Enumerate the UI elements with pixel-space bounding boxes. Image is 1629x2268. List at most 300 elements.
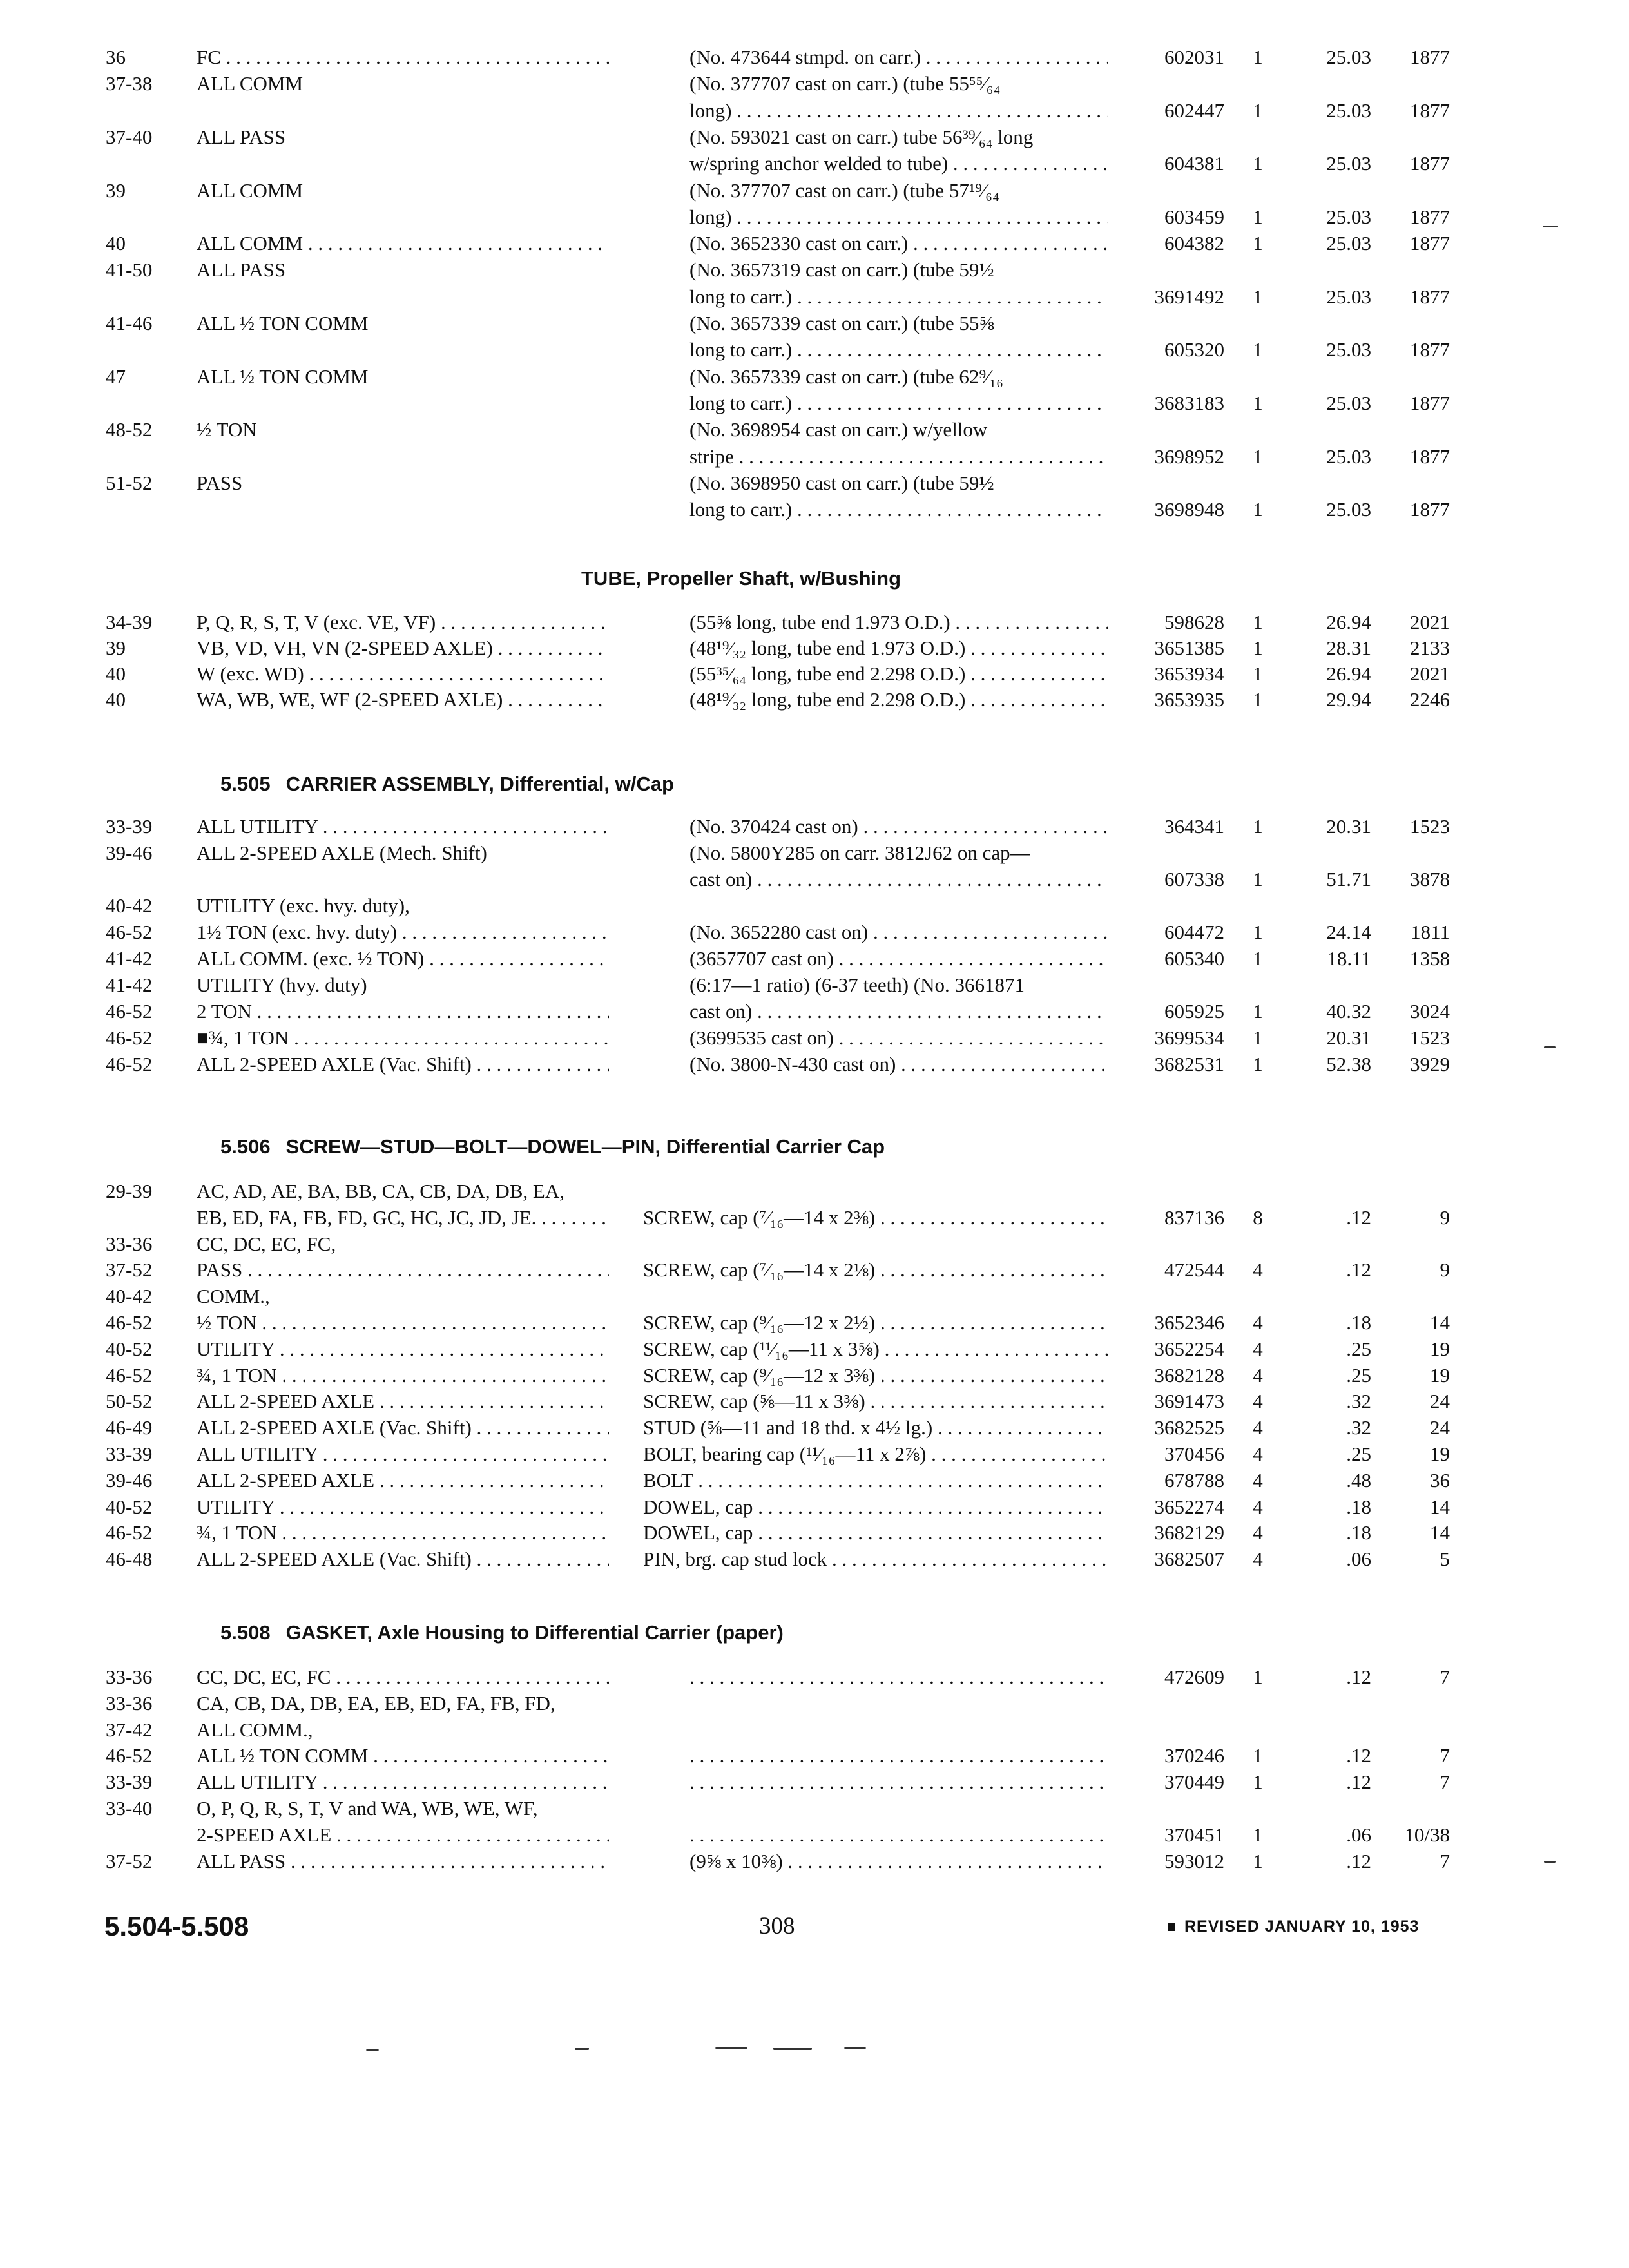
cell-part: 605320	[1164, 338, 1224, 361]
cell-code: 1877	[1410, 285, 1450, 308]
parts-row	[0, 1494, 1629, 1521]
cell-desc: BOLT . . .	[643, 1467, 1108, 1494]
cell-yr: 46-52	[106, 1000, 153, 1023]
cell-part: 605340	[1164, 947, 1224, 970]
scan-smudge	[1543, 226, 1558, 227]
parts-row	[0, 1690, 1629, 1717]
cell-list: .12	[1346, 1744, 1371, 1767]
cell-yr: 39-46	[106, 841, 153, 864]
cell-mod: ALL COMM	[197, 72, 304, 95]
parts-row	[0, 230, 1629, 257]
cell-part: 3682128	[1154, 1364, 1224, 1387]
cell-mod: ALL UTILITY . . .	[197, 1769, 609, 1796]
cell-qty: 4	[1253, 1548, 1263, 1570]
cell-desc: BOLT, bearing cap (¹¹⁄₁₆—11 x 2⅞) . . .	[643, 1441, 1108, 1468]
parts-row	[0, 204, 1629, 231]
section-number: 5.506	[220, 1135, 271, 1158]
cell-desc: PIN, brg. cap stud lock . . .	[643, 1546, 1108, 1573]
cell-desc: SCREW, cap (⁹⁄₁₆—12 x 2½) . . .	[643, 1309, 1108, 1336]
parts-row	[0, 97, 1629, 124]
cell-list: .25	[1346, 1443, 1371, 1465]
cell-desc: (No. 3652280 cast on) . . .	[689, 919, 1108, 946]
cell-list: 51.71	[1326, 868, 1371, 890]
cell-list: 25.03	[1326, 232, 1371, 255]
cell-list: 25.03	[1326, 99, 1371, 122]
cell-yr: 40-42	[106, 894, 153, 917]
cell-part: 364341	[1164, 815, 1224, 838]
cell-desc: cast on) . . .	[689, 866, 1108, 893]
cell-part: 3691473	[1154, 1390, 1224, 1412]
cell-list: 20.31	[1326, 1026, 1371, 1049]
parts-row	[0, 363, 1629, 390]
parts-row	[0, 1742, 1629, 1769]
cell-desc: (No. 3698950 cast on carr.) (tube 59½	[689, 472, 994, 494]
cell-yr: 46-52	[106, 1026, 153, 1049]
cell-mod: PASS . . .	[197, 1256, 609, 1283]
footer-section-range: 5.504-5.508	[104, 1911, 249, 1941]
cell-list: .06	[1346, 1548, 1371, 1570]
cell-yr: 46-52	[106, 1053, 153, 1075]
cell-code: 24	[1430, 1416, 1450, 1439]
cell-yr: 39	[106, 637, 126, 659]
cell-desc: (6:17—1 ratio) (6-37 teeth) (No. 3661871	[689, 974, 1025, 996]
cell-code: 14	[1430, 1521, 1450, 1544]
cell-desc: long) . . .	[689, 204, 1108, 231]
cell-desc: DOWEL, cap . . .	[643, 1494, 1108, 1521]
cell-qty: 4	[1253, 1416, 1263, 1439]
cell-code: 1877	[1410, 392, 1450, 414]
cell-yr: 40-52	[106, 1495, 153, 1518]
cell-qty: 1	[1253, 445, 1263, 468]
cell-mod: ALL ½ TON COMM . . .	[197, 1742, 609, 1769]
cell-list: .12	[1346, 1206, 1371, 1229]
cell-code: 1877	[1410, 99, 1450, 122]
cell-mod: CC, DC, EC, FC . . .	[197, 1664, 609, 1691]
cell-mod: ALL 2-SPEED AXLE . . .	[197, 1467, 609, 1494]
parts-row	[0, 1716, 1629, 1744]
cell-qty: 1	[1253, 285, 1263, 308]
cell-qty: 1	[1253, 868, 1263, 890]
cell-yr: 39	[106, 179, 126, 202]
cell-code: 9	[1440, 1258, 1450, 1281]
parts-row	[0, 635, 1629, 662]
cell-yr: 46-49	[106, 1416, 153, 1439]
cell-yr: 37-52	[106, 1258, 153, 1281]
cell-list: 25.03	[1326, 206, 1371, 228]
parts-row	[0, 1388, 1629, 1415]
cell-desc: long to carr.) . . .	[689, 284, 1108, 311]
cell-mod: ALL 2-SPEED AXLE . . .	[197, 1388, 609, 1415]
cell-yr: 37-40	[106, 126, 153, 148]
cell-desc: (No. 377707 cast on carr.) (tube 55⁵⁵⁄₆₄	[689, 72, 1001, 95]
cell-desc: (3657707 cast on) . . .	[689, 945, 1108, 972]
cell-qty: 1	[1253, 947, 1263, 970]
cell-desc: (No. 377707 cast on carr.) (tube 57¹⁹⁄₆₄	[689, 179, 999, 202]
cell-mod: 1½ TON (exc. hvy. duty) . . .	[197, 919, 609, 946]
cell-yr: 37-42	[106, 1718, 153, 1741]
cell-part: 598628	[1164, 611, 1224, 633]
cell-list: 40.32	[1326, 1000, 1371, 1023]
cell-list: .12	[1346, 1771, 1371, 1793]
cell-qty: 1	[1253, 206, 1263, 228]
parts-row	[0, 686, 1629, 713]
cell-part: 370451	[1164, 1823, 1224, 1846]
cell-qty: 4	[1253, 1311, 1263, 1334]
parts-row	[0, 1546, 1629, 1573]
cell-yr: 47	[106, 365, 126, 388]
cell-mod: ALL UTILITY . . .	[197, 1441, 609, 1468]
parts-row	[0, 1309, 1629, 1336]
cell-desc: (No. 3652330 cast on carr.) . . .	[689, 230, 1108, 257]
cell-part: 837136	[1164, 1206, 1224, 1229]
cell-yr: 40	[106, 662, 126, 685]
cell-code: 1523	[1410, 815, 1450, 838]
page-footer	[0, 1910, 1629, 1943]
cell-part: 3651385	[1154, 637, 1224, 659]
parts-row	[0, 1204, 1629, 1231]
cell-qty: 1	[1253, 815, 1263, 838]
cell-qty: 1	[1253, 1666, 1263, 1688]
cell-yr: 40-52	[106, 1338, 153, 1360]
cell-part: 3682507	[1154, 1548, 1224, 1570]
cell-list: 25.03	[1326, 392, 1371, 414]
cell-desc: w/spring anchor welded to tube) . . .	[689, 150, 1108, 177]
cell-code: 1877	[1410, 338, 1450, 361]
cell-part: 607338	[1164, 868, 1224, 890]
cell-list: .18	[1346, 1311, 1371, 1334]
parts-row	[0, 443, 1629, 470]
cell-list: 25.03	[1326, 46, 1371, 68]
parts-row	[0, 1178, 1629, 1205]
cell-list: 18.11	[1327, 947, 1371, 970]
scan-smudge	[715, 2047, 747, 2049]
cell-code: 14	[1430, 1495, 1450, 1518]
cell-qty: 4	[1253, 1495, 1263, 1518]
parts-row	[0, 892, 1629, 919]
cell-desc: STUD (⅝—11 and 18 thd. x 4½ lg.) . . .	[643, 1414, 1108, 1441]
cell-desc: cast on) . . .	[689, 998, 1108, 1025]
cell-mod: FC . . .	[197, 44, 609, 71]
cell-code: 1877	[1410, 206, 1450, 228]
cell-desc: long) . . .	[689, 97, 1108, 124]
footer-page-number: 308	[759, 1913, 795, 1939]
parts-row	[0, 1336, 1629, 1363]
cell-mod: ALL 2-SPEED AXLE (Vac. Shift) . . .	[197, 1546, 609, 1573]
parts-row	[0, 998, 1629, 1025]
cell-qty: 4	[1253, 1338, 1263, 1360]
cell-mod: ALL ½ TON COMM	[197, 312, 369, 334]
cell-list: .32	[1346, 1416, 1371, 1439]
cell-qty: 1	[1253, 662, 1263, 685]
cell-qty: 1	[1253, 1000, 1263, 1023]
cell-desc: (No. 593021 cast on carr.) tube 56³⁹⁄₆₄ long	[689, 126, 1034, 148]
cell-mod: ALL PASS	[197, 258, 286, 281]
section-title: SCREW—STUD—BOLT—DOWEL—PIN, Differential Carrier Cap	[285, 1135, 885, 1158]
cell-mod: COMM.,	[197, 1285, 270, 1307]
parts-row	[0, 284, 1629, 311]
cell-qty: 1	[1253, 46, 1263, 68]
parts-row	[0, 150, 1629, 177]
parts-row	[0, 945, 1629, 972]
cell-mod: ALL 2-SPEED AXLE (Vac. Shift) . . .	[197, 1051, 609, 1078]
cell-list: .12	[1346, 1850, 1371, 1872]
cell-list: 29.94	[1326, 688, 1371, 711]
cell-desc: SCREW, cap (⁷⁄₁₆—14 x 2⅛) . . .	[643, 1256, 1108, 1283]
cell-code: 1877	[1410, 232, 1450, 255]
cell-mod: VB, VD, VH, VN (2-SPEED AXLE) . . .	[197, 635, 609, 662]
cell-mod: PASS	[197, 472, 243, 494]
cell-mod: ¾, 1 TON . . .	[197, 1362, 609, 1389]
parts-row	[0, 1414, 1629, 1441]
cell-mod: ALL PASS	[197, 126, 286, 148]
section-number: 5.508	[220, 1621, 271, 1644]
cell-mod: UTILITY (hvy. duty)	[197, 974, 367, 996]
cell-desc: (No. 3657339 cast on carr.) (tube 55⅝	[689, 312, 994, 334]
cell-list: .25	[1346, 1364, 1371, 1387]
cell-yr: 33-39	[106, 1771, 153, 1793]
cell-code: 2246	[1410, 688, 1450, 711]
cell-part: 3698952	[1154, 445, 1224, 468]
cell-desc: (48¹⁹⁄₃₂ long, tube end 2.298 O.D.) . . .	[689, 686, 1108, 713]
cell-desc: (No. 473644 stmpd. on carr.) . . .	[689, 44, 1108, 71]
cell-desc: (No. 3800-N-430 cast on) . . .	[689, 1051, 1108, 1078]
cell-desc: (No. 5800Y285 on carr. 3812J62 on cap—	[689, 841, 1030, 864]
cell-yr: 41-46	[106, 312, 153, 334]
cell-code: 1358	[1410, 947, 1450, 970]
cell-mod: ALL ½ TON COMM	[197, 365, 369, 388]
cell-qty: 4	[1253, 1521, 1263, 1544]
cell-list: .12	[1346, 1666, 1371, 1688]
cell-mod: EB, ED, FA, FB, FD, GC, HC, JC, JD, JE. . . .	[197, 1204, 609, 1231]
cell-part: 472609	[1164, 1666, 1224, 1688]
cell-mod: W (exc. WD) . . .	[197, 660, 609, 687]
cell-code: 3929	[1410, 1053, 1450, 1075]
parts-row	[0, 336, 1629, 363]
cell-yr: 36	[106, 46, 126, 68]
cell-code: 5	[1440, 1548, 1450, 1570]
cell-list: 25.03	[1326, 152, 1371, 175]
parts-row	[0, 1051, 1629, 1078]
cell-code: 19	[1430, 1338, 1450, 1360]
parts-row	[0, 416, 1629, 443]
cell-list: .06	[1346, 1823, 1371, 1846]
cell-yr: 46-52	[106, 1311, 153, 1334]
cell-list: .25	[1346, 1338, 1371, 1360]
cell-list: .32	[1346, 1390, 1371, 1412]
section-heading	[220, 1134, 885, 1160]
cell-part: 678788	[1164, 1469, 1224, 1492]
cell-desc: (No. 3657339 cast on carr.) (tube 62⁹⁄₁₆	[689, 365, 1003, 388]
parts-row	[0, 609, 1629, 636]
cell-list: .18	[1346, 1521, 1371, 1544]
parts-row	[0, 124, 1629, 151]
cell-yr: 29-39	[106, 1180, 153, 1202]
parts-row	[0, 256, 1629, 284]
cell-part: 370449	[1164, 1771, 1224, 1793]
cell-part: 3652274	[1154, 1495, 1224, 1518]
cell-code: 19	[1430, 1364, 1450, 1387]
cell-desc: (No. 3698954 cast on carr.) w/yellow	[689, 418, 988, 441]
cell-qty: 4	[1253, 1258, 1263, 1281]
cell-list: 25.03	[1326, 338, 1371, 361]
cell-qty: 1	[1253, 1744, 1263, 1767]
cell-code: 3024	[1410, 1000, 1450, 1023]
parts-row	[0, 310, 1629, 337]
cell-list: 26.94	[1326, 611, 1371, 633]
cell-desc	[689, 1664, 1108, 1691]
cell-mod: ¾, 1 TON . . .	[197, 1519, 609, 1546]
cell-part: 593012	[1164, 1850, 1224, 1872]
parts-row	[0, 866, 1629, 893]
parts-row	[0, 660, 1629, 687]
cell-part: 3691492	[1154, 285, 1224, 308]
cell-part: 3653934	[1154, 662, 1224, 685]
cell-list: 28.31	[1326, 637, 1371, 659]
cell-mod: ½ TON	[197, 418, 257, 441]
cell-desc: stripe . . .	[689, 443, 1108, 470]
cell-list: 25.03	[1326, 498, 1371, 521]
scan-smudge	[1544, 1861, 1556, 1863]
cell-yr: 33-36	[106, 1233, 153, 1255]
cell-desc: (No. 370424 cast on) . . .	[689, 813, 1108, 840]
cell-code: 1877	[1410, 152, 1450, 175]
cell-mod: ALL 2-SPEED AXLE (Mech. Shift)	[197, 841, 487, 864]
cell-yr: 33-39	[106, 1443, 153, 1465]
cell-code: 1523	[1410, 1026, 1450, 1049]
cell-mod: ALL COMM.,	[197, 1718, 313, 1741]
cell-code: 7	[1440, 1666, 1450, 1688]
section-number: 5.505	[220, 773, 271, 795]
cell-part: 604382	[1164, 232, 1224, 255]
cell-desc: (9⅝ x 10⅜) . . .	[689, 1848, 1108, 1875]
cell-part: 3653935	[1154, 688, 1224, 711]
cell-part: 3682531	[1154, 1053, 1224, 1075]
cell-desc: SCREW, cap (⁹⁄₁₆—12 x 3⅜) . . .	[643, 1362, 1108, 1389]
cell-mod: ■¾, 1 TON . . .	[197, 1024, 609, 1052]
parts-row	[0, 1467, 1629, 1494]
parts-row	[0, 1769, 1629, 1796]
scan-smudge	[844, 2047, 866, 2049]
cell-part: 370456	[1164, 1443, 1224, 1465]
cell-code: 1811	[1411, 921, 1450, 943]
cell-code: 2133	[1410, 637, 1450, 659]
cell-qty: 4	[1253, 1390, 1263, 1412]
cell-yr: 46-52	[106, 1521, 153, 1544]
section-heading	[581, 566, 901, 591]
cell-part: 3699534	[1154, 1026, 1224, 1049]
cell-part: 602447	[1164, 99, 1224, 122]
cell-list: .48	[1346, 1469, 1371, 1492]
cell-yr: 37-38	[106, 72, 153, 95]
footer-revised-date	[1168, 1910, 1419, 1943]
cell-code: 7	[1440, 1744, 1450, 1767]
parts-row	[0, 1256, 1629, 1283]
cell-yr: 51-52	[106, 472, 153, 494]
parts-row	[0, 840, 1629, 867]
cell-desc: SCREW, cap (⅝—11 x 3⅜) . . .	[643, 1388, 1108, 1415]
cell-mod: ALL 2-SPEED AXLE (Vac. Shift) . . .	[197, 1414, 609, 1441]
cell-yr: 41-42	[106, 947, 153, 970]
cell-qty: 1	[1253, 1026, 1263, 1049]
cell-qty: 1	[1253, 152, 1263, 175]
cell-desc: SCREW, cap (¹¹⁄₁₆—11 x 3⅝) . . .	[643, 1336, 1108, 1363]
cell-part: 603459	[1164, 206, 1224, 228]
parts-row	[0, 1024, 1629, 1052]
parts-row	[0, 813, 1629, 840]
cell-mod: CA, CB, DA, DB, EA, EB, ED, FA, FB, FD,	[197, 1692, 555, 1715]
cell-code: 36	[1430, 1469, 1450, 1492]
cell-yr: 33-39	[106, 815, 153, 838]
cell-mod: ½ TON . . .	[197, 1309, 609, 1336]
cell-part: 3652254	[1154, 1338, 1224, 1360]
cell-part: 370246	[1164, 1744, 1224, 1767]
scan-smudge	[1544, 1046, 1556, 1048]
cell-mod: WA, WB, WE, WF (2-SPEED AXLE) . . .	[197, 686, 609, 713]
cell-part: 605925	[1164, 1000, 1224, 1023]
scan-smudge	[773, 2048, 812, 2050]
scan-smudge	[366, 2049, 379, 2051]
cell-mod: ALL COMM	[197, 179, 304, 202]
cell-mod: CC, DC, EC, FC,	[197, 1233, 336, 1255]
cell-mod: ALL COMM. (exc. ½ TON) . . .	[197, 945, 609, 972]
section-title: GASKET, Axle Housing to Differential Carrier (paper)	[285, 1621, 784, 1644]
cell-yr: 33-36	[106, 1692, 153, 1715]
cell-qty: 1	[1253, 1850, 1263, 1872]
scan-smudge	[575, 2048, 589, 2050]
cell-qty: 1	[1253, 338, 1263, 361]
cell-code: 9	[1440, 1206, 1450, 1229]
cell-yr: 33-40	[106, 1797, 153, 1820]
parts-row	[0, 919, 1629, 946]
cell-part: 3682129	[1154, 1521, 1224, 1544]
cell-qty: 1	[1253, 1823, 1263, 1846]
footer-revised-text: REVISED JANUARY 10, 1953	[1184, 1917, 1420, 1936]
section-title: TUBE, Propeller Shaft, w/Bushing	[581, 567, 901, 590]
cell-desc: (No. 3657319 cast on carr.) (tube 59½	[689, 258, 994, 281]
cell-list: 25.03	[1326, 285, 1371, 308]
cell-qty: 1	[1253, 637, 1263, 659]
cell-yr: 41-42	[106, 974, 153, 996]
cell-list: 24.14	[1326, 921, 1371, 943]
parts-row	[0, 1664, 1629, 1691]
cell-yr: 46-48	[106, 1548, 153, 1570]
cell-code: 2021	[1410, 662, 1450, 685]
cell-desc: SCREW, cap (⁷⁄₁₆—14 x 2⅜) . . .	[643, 1204, 1108, 1231]
cell-part: 3698948	[1154, 498, 1224, 521]
cell-mod: 2 TON . . .	[197, 998, 609, 1025]
cell-code: 24	[1430, 1390, 1450, 1412]
cell-yr: 39-46	[106, 1469, 153, 1492]
cell-qty: 1	[1253, 392, 1263, 414]
cell-qty: 1	[1253, 921, 1263, 943]
cell-code: 3878	[1410, 868, 1450, 890]
cell-qty: 4	[1253, 1443, 1263, 1465]
cell-yr: 40-42	[106, 1285, 153, 1307]
cell-mod: 2-SPEED AXLE . . .	[197, 1821, 609, 1849]
cell-mod: UTILITY (exc. hvy. duty),	[197, 894, 410, 917]
cell-yr: 46-52	[106, 1364, 153, 1387]
cell-code: 1877	[1410, 498, 1450, 521]
cell-list: 20.31	[1326, 815, 1371, 838]
cell-desc: long to carr.) . . .	[689, 496, 1108, 523]
cell-part: 3652346	[1154, 1311, 1224, 1334]
cell-desc: (3699535 cast on) . . .	[689, 1024, 1108, 1052]
cell-mod: P, Q, R, S, T, V (exc. VE, VF) . . .	[197, 609, 609, 636]
cell-part: 604381	[1164, 152, 1224, 175]
cell-part: 604472	[1164, 921, 1224, 943]
cell-list: 25.03	[1326, 445, 1371, 468]
cell-part: 3683183	[1154, 392, 1224, 414]
